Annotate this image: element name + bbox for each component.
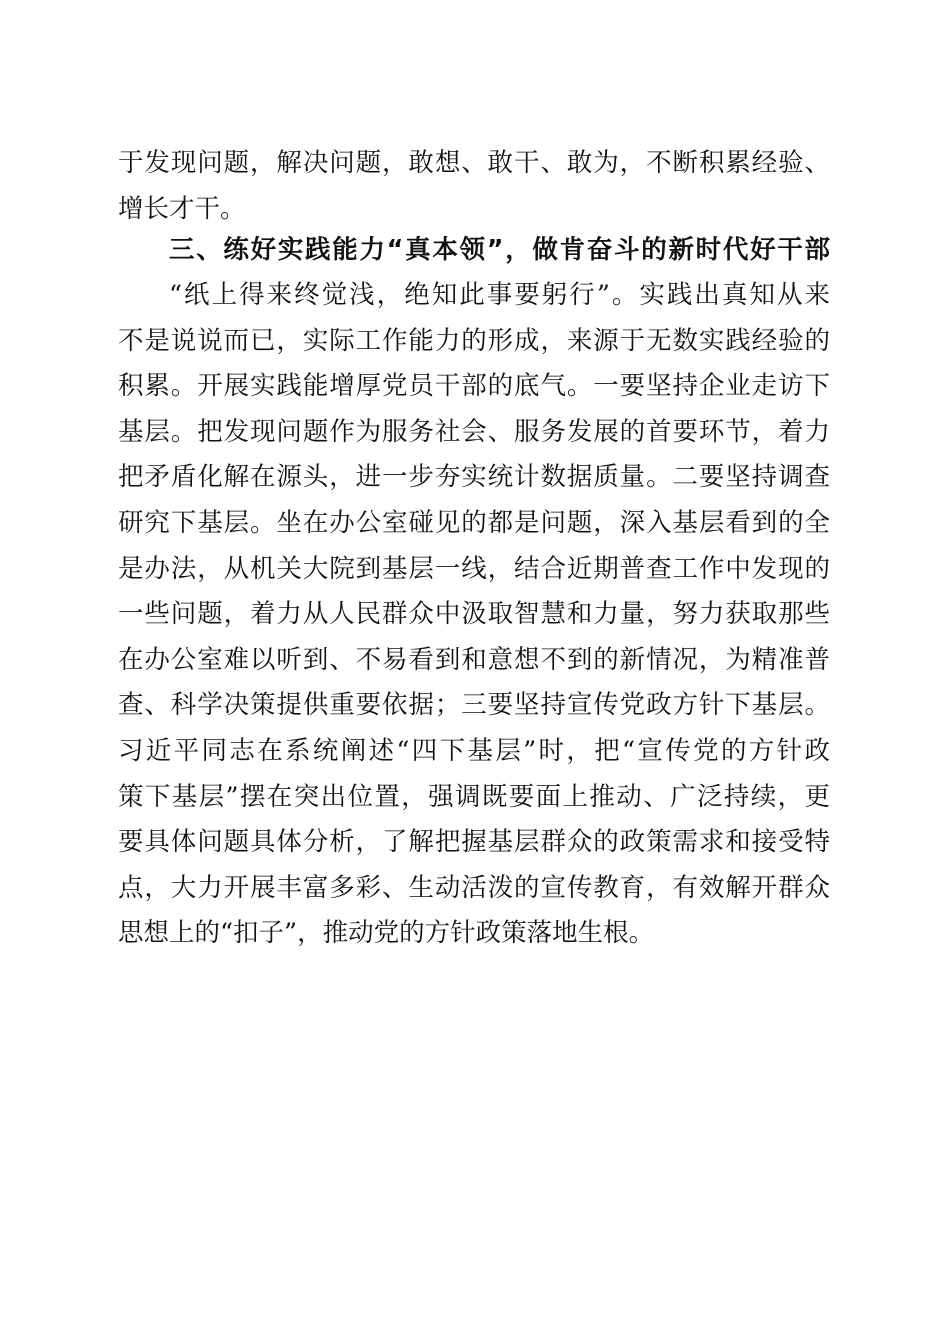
body-line: 在办公室难以听到、不易看到和意想不到的新情况，为精准普 xyxy=(118,644,830,675)
body-line: 研究下基层。坐在办公室碰见的都是问题，深入基层看到的全 xyxy=(118,507,830,538)
body-line: 把矛盾化解在源头，进一步夯实统计数据质量。二要坚持调查 xyxy=(118,462,830,493)
body-line: 点，大力开展丰富多彩、生动活泼的宣传教育，有效解开群众 xyxy=(118,872,830,903)
body-line: 积累。开展实践能增厚党员干部的底气。一要坚持企业走访下 xyxy=(118,371,830,402)
body-line: 基层。把发现问题作为服务社会、服务发展的首要环节，着力 xyxy=(118,416,830,447)
intro-paragraph xyxy=(118,141,830,232)
body-line: 查、科学决策提供重要依据；三要坚持宣传党政方针下基层。 xyxy=(118,690,830,721)
body-line: 一些问题，着力从人民群众中汲取智慧和力量，努力获取那些 xyxy=(118,599,830,630)
body-line: 思想上的“扣子”，推动党的方针政策落地生根。 xyxy=(118,918,655,949)
body-paragraph xyxy=(118,273,830,957)
body-line: 是办法，从机关大院到基层一线，结合近期普查工作中发现的 xyxy=(118,553,830,584)
body-line: 策下基层”摆在突出位置，强调既要面上推动、广泛持续，更 xyxy=(118,781,830,812)
section-heading: 三、练好实践能力“真本领”，做肯奋斗的新时代好干部 xyxy=(169,235,830,265)
intro-line: 于发现问题，解决问题，敢想、敢干、敢为，不断积累经验、 xyxy=(118,148,830,178)
body-line: 不是说说而已，实际工作能力的形成，来源于无数实践经验的 xyxy=(118,325,830,356)
body-line: “纸上得来终觉浅，绝知此事要躬行”。实践出真知从来 xyxy=(169,280,830,310)
body-line: 要具体问题具体分析，了解把握基层群众的政策需求和接受特 xyxy=(118,827,830,858)
intro-line: 增长才干。 xyxy=(118,193,246,224)
body-line: 习近平同志在系统阐述“四下基层”时，把“宣传党的方针政 xyxy=(118,735,830,766)
